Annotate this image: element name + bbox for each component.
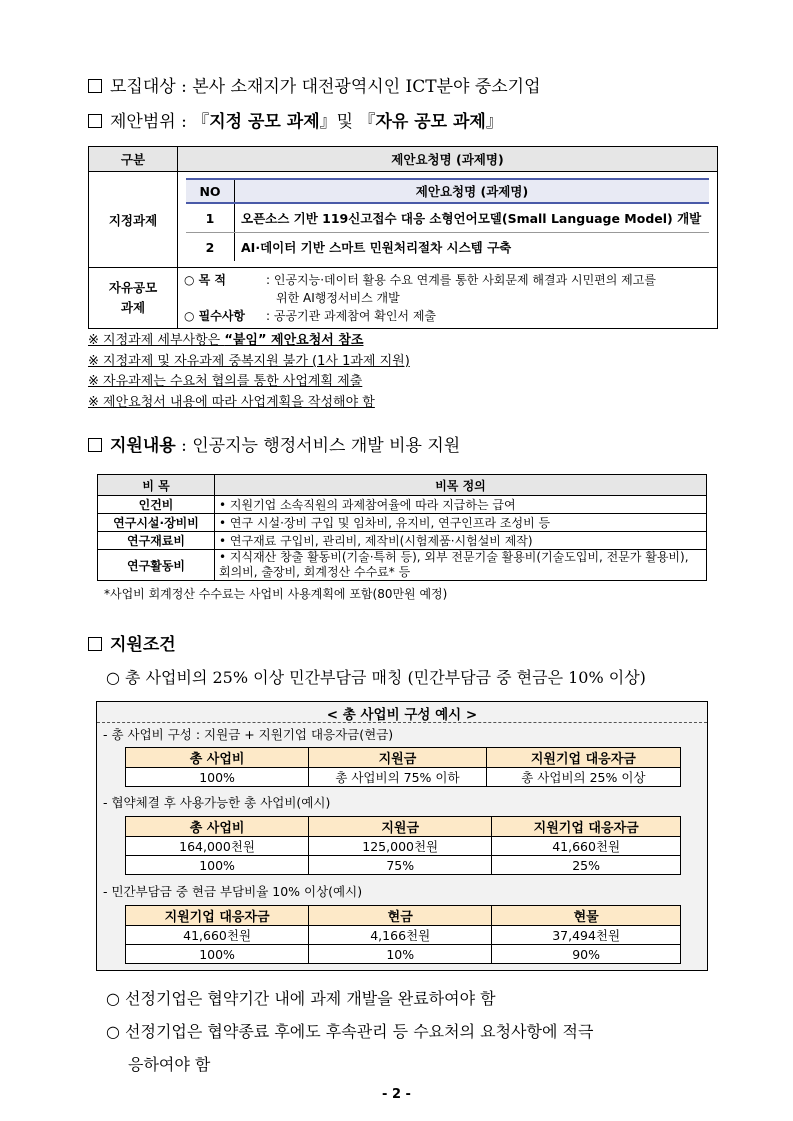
inner-col-no: NO (186, 179, 235, 203)
page-number: - 2 - (382, 1087, 411, 1102)
scope-mid: 』및 『 (319, 112, 376, 132)
ex3-cell: 37,494천원 (492, 926, 681, 945)
condition-item-3-line2: 응하여야 함 (128, 1055, 211, 1074)
expense-col-item: 비 목 (98, 475, 215, 496)
example-title: < 총 사업비 구성 예시 > (97, 703, 707, 723)
condition-item-2: ○ 선정기업은 협약기간 내에 과제 개발을 완료하여야 함 (106, 989, 496, 1008)
ex2-cell: 164,000천원 (126, 837, 309, 856)
ex1-header: 지원금 (309, 748, 487, 768)
ex3-header: 현금 (309, 906, 492, 926)
note-item (88, 372, 410, 393)
ex3-header: 현물 (492, 906, 681, 926)
support-content-label: 지원내용 (110, 436, 176, 456)
ex1-cell: 100% (126, 768, 309, 787)
expense-item: 연구활동비 (98, 550, 215, 581)
recruit-target-text: : 본사 소재지가 대전광역시인 ICT분야 중소기업 (181, 77, 541, 97)
proposal-scope-line (88, 107, 503, 132)
example3-table (125, 905, 681, 964)
recruit-target-line (88, 72, 541, 97)
expense-item: 연구재료비 (98, 532, 215, 550)
free-purpose-text: : 인공지능·데이터 활용 수요 연계를 통한 사회문제 해결과 시민편의 제고를 (266, 273, 656, 287)
budget-example-box (96, 701, 708, 971)
free-required-label: ○ 필수사항 (184, 309, 246, 323)
note-text: ※ 지정과제 및 자유과제 중복지원 불가 (1사 1과제 지원) (88, 353, 410, 369)
expense-item: 인건비 (98, 496, 215, 514)
example2-caption: - 협약체결 후 사용가능한 총 사업비(예시) (103, 795, 331, 810)
ex2-cell: 125,000천원 (309, 837, 492, 856)
note-item (88, 393, 410, 414)
condition-item-3-line1: ○ 선정기업은 협약종료 후에도 후속관리 등 수요처의 요청사항에 적극 (106, 1022, 594, 1041)
expense-def: • 연구 시설·장비 구입 및 임차비, 유지비, 연구인프라 조성비 등 (215, 514, 707, 532)
free-task-label-line1: 자유공모 (108, 280, 158, 295)
checkbox-square-icon (88, 438, 102, 452)
expense-def: • 지식재산 창출 활동비(기술·특허 등), 외부 전문기술 활용비(기술도입비, 전문가 활용비), 회의비, 출장비, 회계정산 수수료* 등 (215, 550, 707, 581)
expense-table (97, 474, 707, 581)
note-text: ※ 자유과제는 수요처 협의를 통한 사업계획 제출 (88, 374, 363, 389)
support-content-line (88, 431, 460, 456)
example2-table (125, 816, 681, 875)
free-purpose-label: ○ 목 적 (184, 273, 227, 287)
task-row-name: 오픈소스 기반 119신고접수 대응 소형언어모델(Small Language Model) 개발 (235, 203, 710, 233)
scope-designated: 지정 공모 과제 (209, 112, 320, 132)
condition-item-1: ○ 총 사업비의 25% 이상 민간부담금 매칭 (민간부담금 중 현금은 10% 이상) (106, 668, 646, 687)
free-task-cell (178, 268, 718, 329)
task-table (88, 146, 718, 329)
ex1-cell: 총 사업비의 75% 이하 (309, 768, 487, 787)
free-task-label (89, 268, 178, 329)
note-text: ※ 제안요청서 내용에 따라 사업계획을 작성해야 함 (88, 394, 375, 410)
ex2-header: 지원금 (309, 817, 492, 837)
designated-task-label: 지정과제 (89, 172, 178, 268)
example1-caption: - 총 사업비 구성 : 지원금 + 지원기업 대응자금(현금) (103, 727, 394, 742)
expense-footnote: *사업비 회계정산 수수료는 사업비 사용계획에 포함(80만원 예정) (104, 587, 448, 601)
free-required-text: : 공공기관 과제참여 확인서 제출 (266, 309, 436, 323)
expense-col-def: 비목 정의 (215, 475, 707, 496)
ex3-cell: 41,660천원 (126, 926, 309, 945)
designated-task-inner-table (186, 178, 709, 261)
ex1-cell: 총 사업비의 25% 이상 (486, 768, 680, 787)
note-item (88, 352, 410, 373)
ex3-cell: 10% (309, 945, 492, 964)
note-item (88, 331, 410, 352)
ex3-cell: 100% (126, 945, 309, 964)
checkbox-square-icon (88, 114, 102, 128)
ex3-cell: 4,166천원 (309, 926, 492, 945)
example3-caption: - 민간부담금 중 현금 부담비율 10% 이상(예시) (103, 884, 363, 899)
task-row-name: AI·데이터 기반 스마트 민원처리절차 시스템 구축 (235, 233, 710, 262)
note-text: ※ 지정과제 세부사항은 (88, 333, 225, 348)
scope-suffix: 』 (485, 112, 503, 132)
ex3-cell: 90% (492, 945, 681, 964)
task-row-no: 1 (186, 203, 235, 233)
proposal-scope-label: 제안범위 (110, 112, 176, 132)
ex1-header: 지원기업 대응자금 (486, 748, 680, 768)
ex3-header: 지원기업 대응자금 (126, 906, 309, 926)
task-row-no: 2 (205, 239, 215, 255)
task-col-category: 구분 (89, 147, 178, 172)
scope-prefix: : 『 (181, 112, 210, 132)
inner-col-name: 제안요청명 (과제명) (235, 179, 710, 203)
checkbox-square-icon (88, 637, 102, 651)
ex2-cell: 100% (126, 856, 309, 875)
checkbox-square-icon (88, 79, 102, 93)
expense-item: 연구시설·장비비 (98, 514, 215, 532)
expense-def: • 지원기업 소속직원의 과제참여율에 따라 지급하는 급여 (215, 496, 707, 514)
ex2-cell: 41,660천원 (492, 837, 681, 856)
notes-list (88, 331, 410, 413)
designated-task-cell (178, 172, 718, 268)
support-conditions-label: 지원조건 (110, 635, 176, 655)
ex2-header: 총 사업비 (126, 817, 309, 837)
task-col-name: 제안요청명 (과제명) (178, 147, 718, 172)
ex2-cell: 25% (492, 856, 681, 875)
free-purpose-text-2: 위한 AI행정서비스 개발 (276, 291, 400, 305)
support-conditions-line (88, 630, 176, 655)
free-task-label-line2: 과제 (120, 300, 146, 315)
note-bold-text: “붙임” 제안요청서 참조 (224, 333, 364, 348)
support-content-text: : 인공지능 행정서비스 개발 비용 지원 (181, 436, 461, 456)
expense-def: • 연구재료 구입비, 관리비, 제작비(시험제품·시험설비 제작) (215, 532, 707, 550)
ex2-header: 지원기업 대응자금 (492, 817, 681, 837)
recruit-target-label: 모집대상 (110, 77, 176, 97)
ex2-cell: 75% (309, 856, 492, 875)
example1-table (125, 747, 681, 787)
scope-free: 자유 공모 과제 (375, 112, 486, 132)
ex1-header: 총 사업비 (126, 748, 309, 768)
